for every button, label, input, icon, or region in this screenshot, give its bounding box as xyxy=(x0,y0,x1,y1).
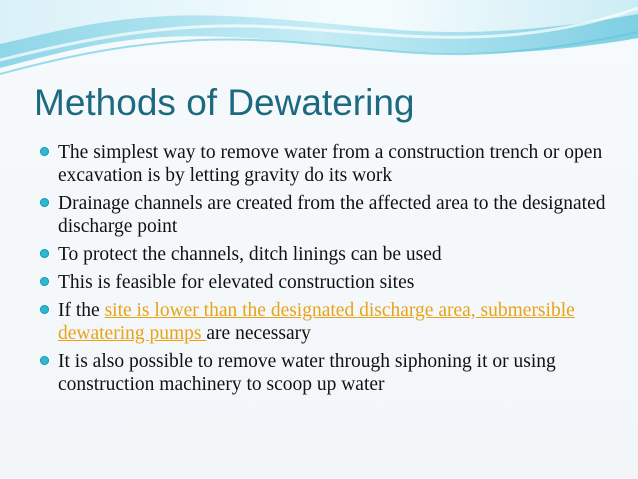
list-item xyxy=(40,192,620,238)
bullet-text: This is feasible for elevated construction sites xyxy=(58,272,415,293)
bullet-list xyxy=(40,141,620,401)
circle-bullet-icon xyxy=(40,147,49,156)
list-item xyxy=(40,243,620,266)
bullet-text: It is also possible to remove water through siphoning it or using construction machinery to scoop up water xyxy=(58,351,556,395)
list-item xyxy=(40,350,620,396)
list-item xyxy=(40,141,620,187)
bullet-text-post: are necessary xyxy=(206,323,311,344)
bullet-text: Drainage channels are created from the affected area to the designated discharge point xyxy=(58,193,606,237)
wave-header-decoration xyxy=(0,0,638,80)
slide-title: Methods of Dewatering xyxy=(34,82,415,123)
circle-bullet-icon xyxy=(40,356,49,365)
dewatering-pumps-link[interactable]: site is lower than the designated discharge area, submersible dewatering pumps xyxy=(58,300,575,344)
circle-bullet-icon xyxy=(40,305,49,314)
circle-bullet-icon xyxy=(40,277,49,286)
bullet-text: The simplest way to remove water from a construction trench or open excavation is by letting gravity do its work xyxy=(58,142,603,186)
circle-bullet-icon xyxy=(40,198,49,207)
bullet-text: To protect the channels, ditch linings can be used xyxy=(58,244,442,265)
bullet-text-pre: If the xyxy=(58,300,105,321)
circle-bullet-icon xyxy=(40,249,49,258)
list-item xyxy=(40,271,620,294)
list-item xyxy=(40,299,620,345)
